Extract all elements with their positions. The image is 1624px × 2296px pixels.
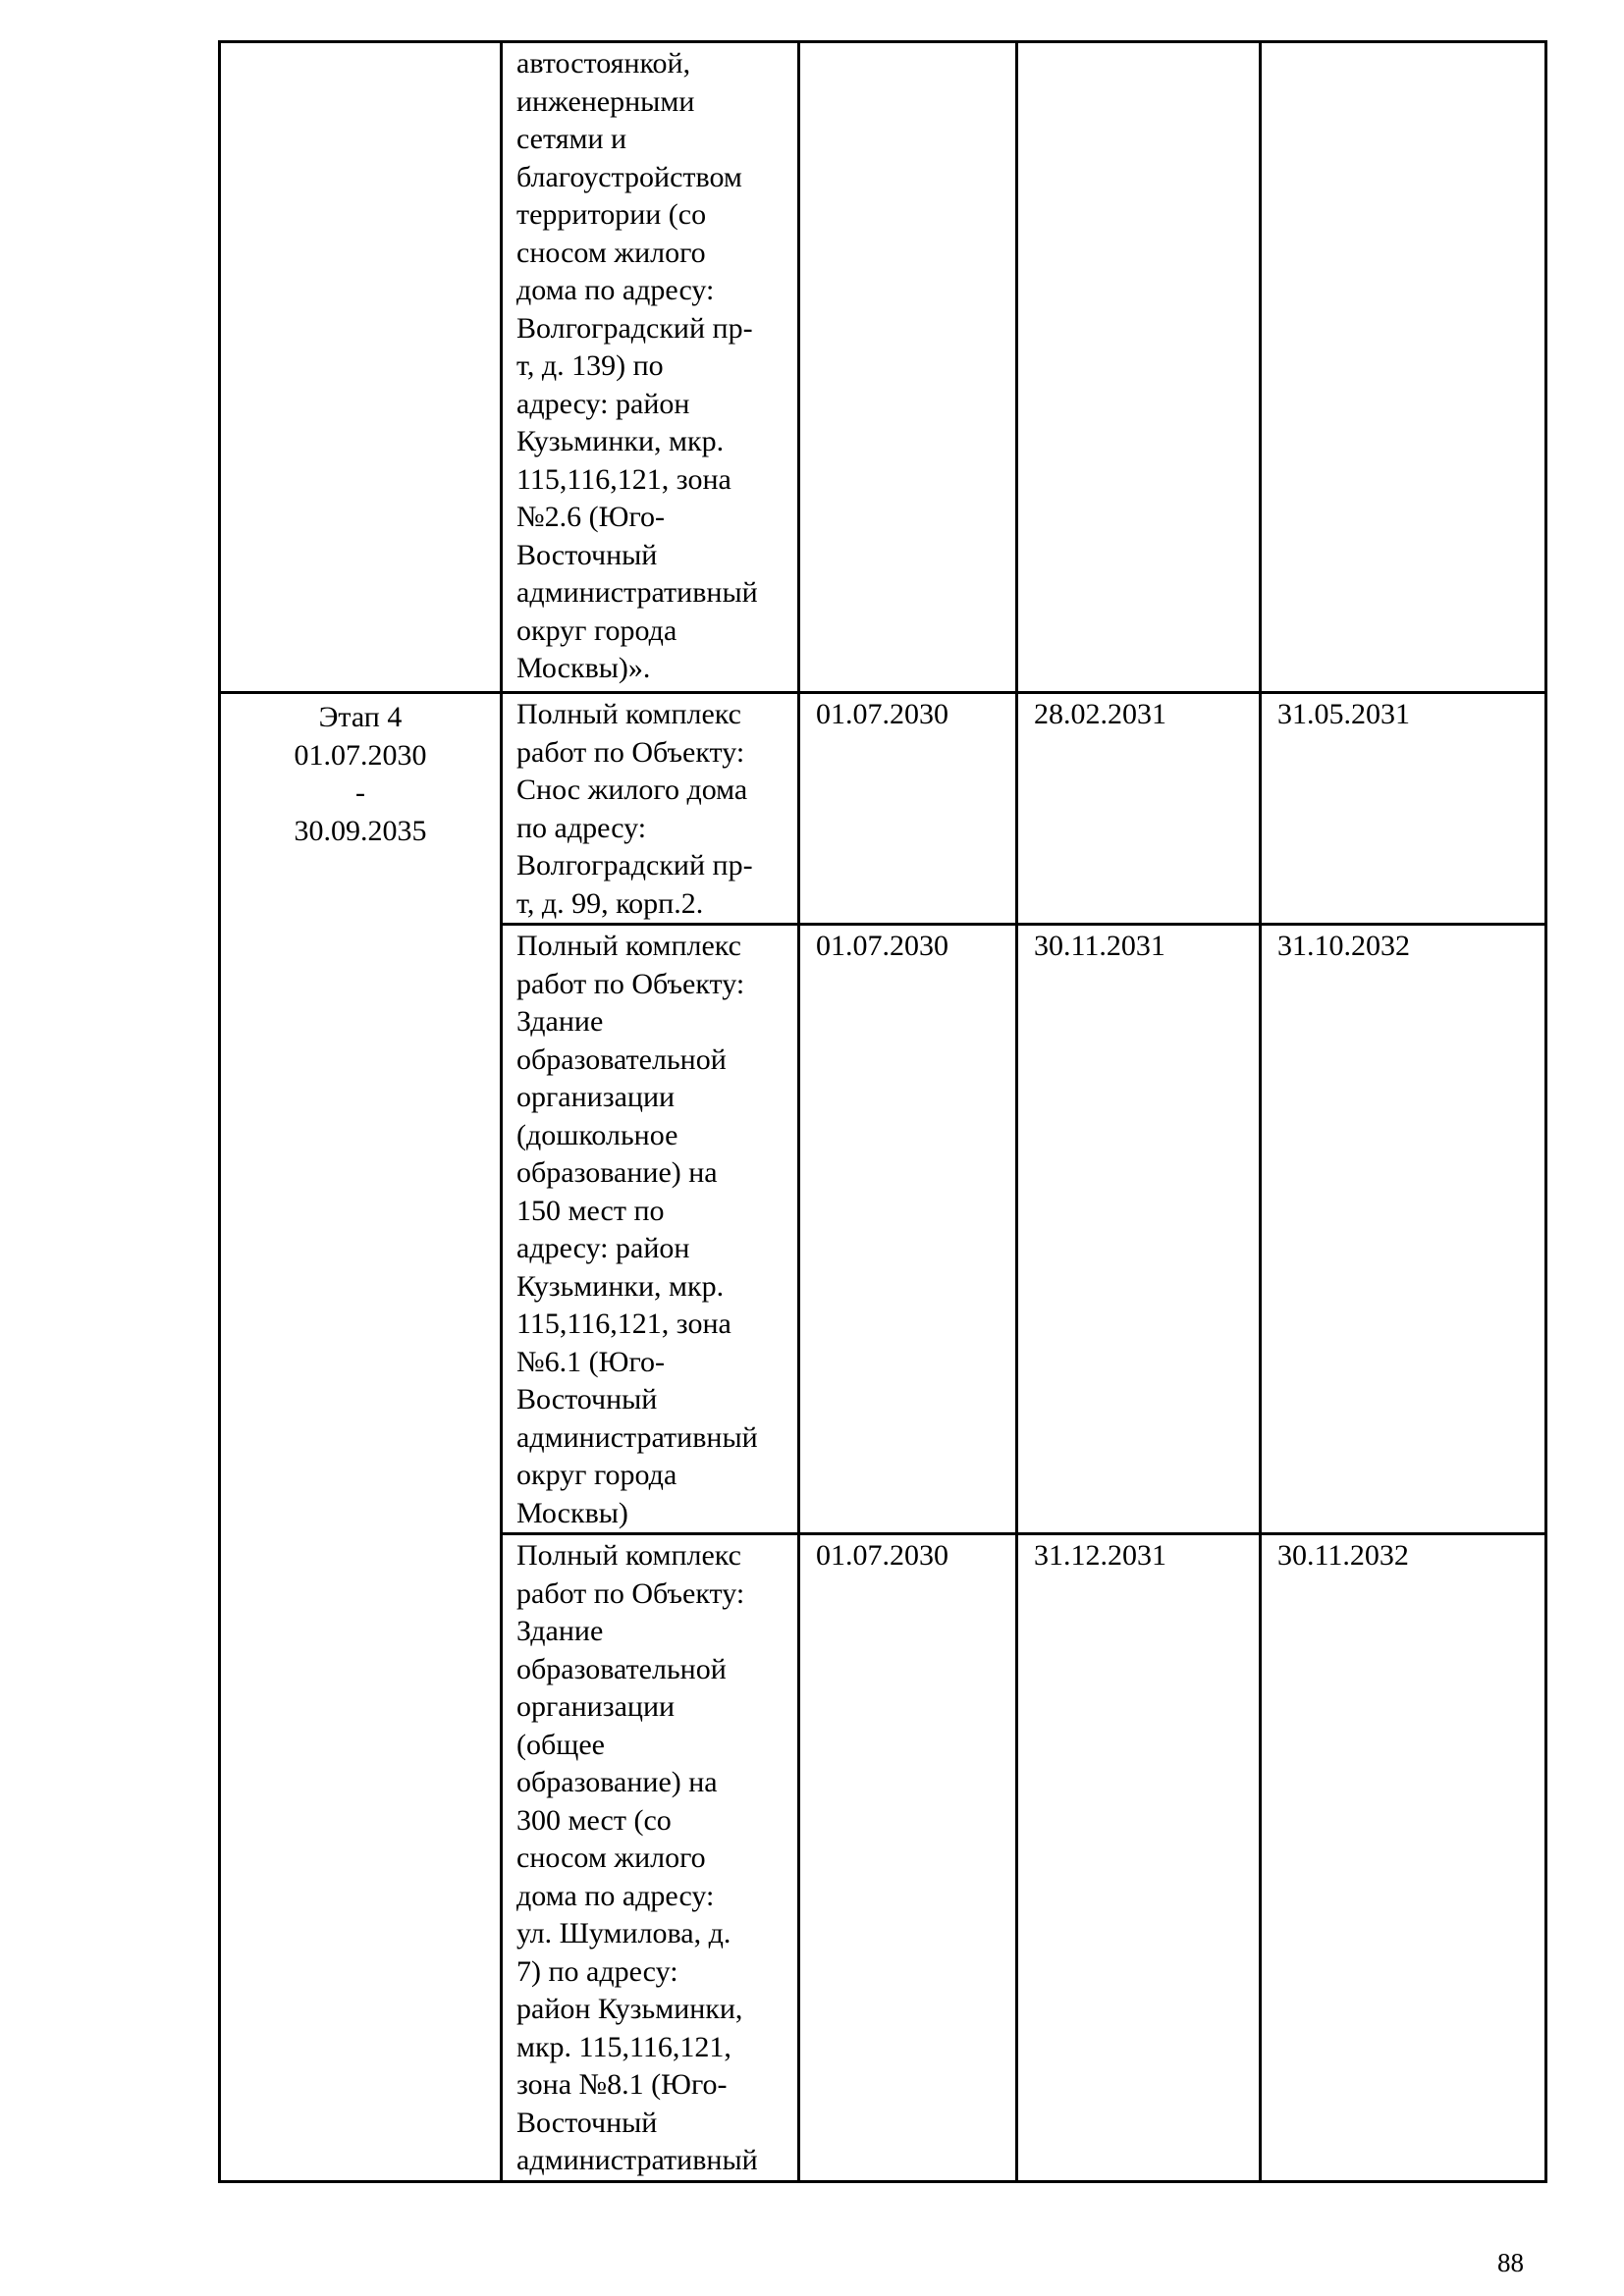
commission-date-cell: 30.11.2032 (1261, 1534, 1546, 2182)
end-date-cell: 30.11.2031 (1017, 925, 1261, 1534)
end-date-cell: 31.12.2031 (1017, 1534, 1261, 2182)
object-description-cell: автостоянкой, инженерными сетями и благоустройством территории (со сносом жилого дома по адресу: Волгоградский пр- т, д. 139) по адресу: район Кузьминки, мкр. 115,116,121, зона №2.6 (Юго- Восточный административный округ города Москвы)». (502, 42, 799, 693)
commission-date-cell (1261, 42, 1546, 693)
start-date-cell: 01.07.2030 (799, 693, 1017, 925)
table-row (220, 42, 1546, 693)
stage-cell-empty (220, 42, 502, 693)
stage-start: 01.07.2030 (294, 738, 427, 772)
object-description-cell: Полный комплекс работ по Объекту: Снос жилого дома по адресу: Волгоградский пр- т, д. 99, корп.2. (502, 693, 799, 925)
commission-date-cell: 31.10.2032 (1261, 925, 1546, 1534)
end-date-cell: 28.02.2031 (1017, 693, 1261, 925)
end-date-cell (1017, 42, 1261, 693)
start-date-cell: 01.07.2030 (799, 1534, 1017, 2182)
schedule-table (218, 40, 1547, 2183)
page-number: 88 (1497, 2248, 1524, 2277)
stage-end: 30.09.2035 (294, 814, 427, 847)
object-description-cell: Полный комплекс работ по Объекту: Здание образовательной организации (общее образование) на 300 мест (со сносом жилого дома по адресу: ул. Шумилова, д. 7) по адресу: район Кузьминки, мкр. 115,116,121, зона №8.1 (Юго- Восточный административный (502, 1534, 799, 2182)
stage-dash: - (355, 776, 365, 809)
start-date-cell: 01.07.2030 (799, 925, 1017, 1534)
stage-cell (220, 693, 502, 2182)
stage-title: Этап 4 (318, 701, 403, 733)
commission-date-cell: 31.05.2031 (1261, 693, 1546, 925)
table-row (220, 693, 1546, 925)
start-date-cell (799, 42, 1017, 693)
object-description-cell: Полный комплекс работ по Объекту: Здание образовательной организации (дошкольное образование) на 150 мест по адресу: район Кузьминки, мкр. 115,116,121, зона №6.1 (Юго- Восточный административный округ города Москвы) (502, 925, 799, 1534)
